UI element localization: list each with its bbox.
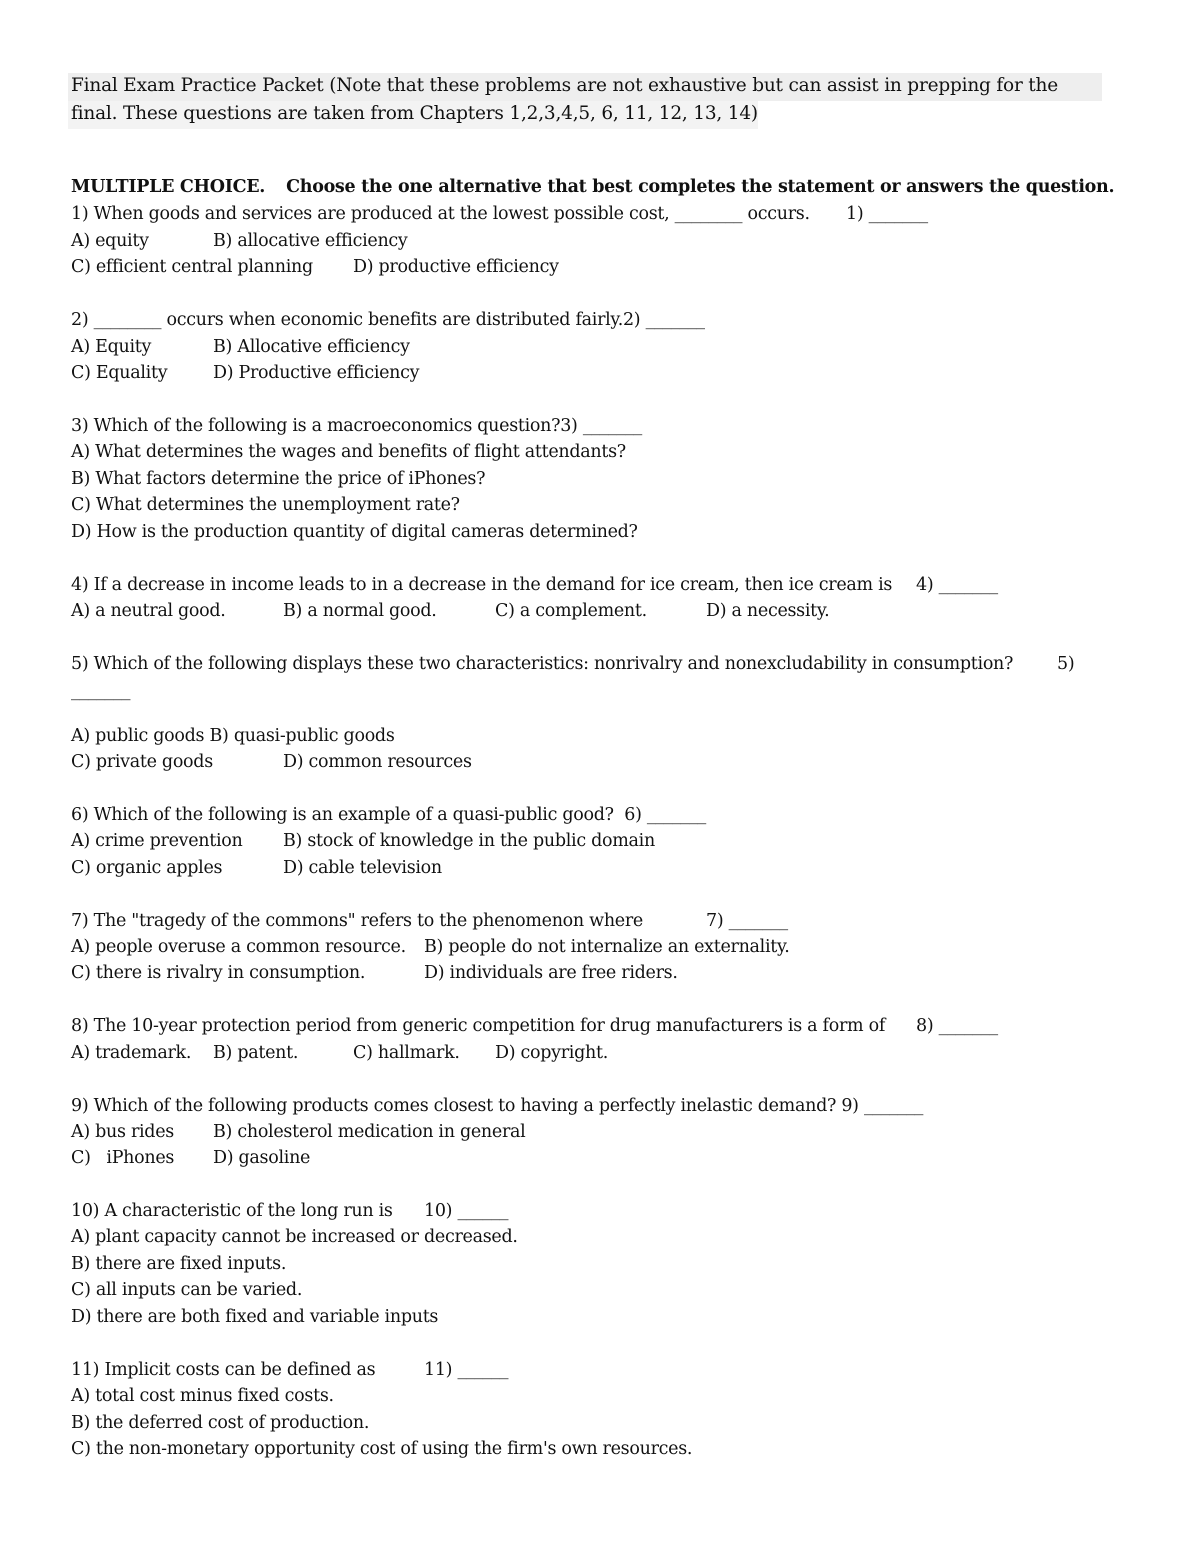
- question-3-option-d: D) How is the production quantity of digital cameras determined?: [71, 522, 638, 542]
- question-8-option-c: C) hallmark.: [353, 1043, 460, 1063]
- question-6-option-b: B) stock of knowledge in the public domain: [283, 831, 655, 851]
- question-4-stem: 4) If a decrease in income leads to in a decrease in the demand for ice cream, then ice cream is: [71, 575, 893, 595]
- question-7-option-b: B) people do not internalize an externality.: [424, 937, 790, 957]
- question-11-option-c: C) the non-monetary opportunity cost of using the firm's own resources.: [71, 1439, 693, 1459]
- question-11-option-b: B) the deferred cost of production.: [71, 1413, 370, 1433]
- question-11-stem: 11) Implicit costs can be defined as: [71, 1360, 376, 1380]
- question-5-option-c: C) private goods: [71, 752, 213, 772]
- intro-line-2: final. These questions are taken from Chapters 1,2,3,4,5, 6, 11, 12, 13, 14): [71, 103, 758, 124]
- question-7-option-c: C) there is rivalry in consumption.: [71, 963, 366, 983]
- question-1-option-a: A) equity: [71, 231, 149, 251]
- question-10-answer-blank: 10) ______: [424, 1201, 509, 1221]
- intro-line-1: Final Exam Practice Packet (Note that these problems are not exhaustive but can assist in prepping for the: [71, 75, 1058, 96]
- question-6-option-a: A) crime prevention: [71, 831, 243, 851]
- question-1-stem: 1) When goods and services are produced at the lowest possible cost, ________ occurs.: [71, 204, 810, 224]
- section-label: MULTIPLE CHOICE.: [71, 177, 266, 197]
- question-1-option-b: B) allocative efficiency: [213, 231, 408, 251]
- section-instruction: Choose the one alternative that best completes the statement or answers the question.: [286, 177, 1115, 197]
- question-3-option-c: C) What determines the unemployment rate?: [71, 495, 460, 515]
- question-8-answer-blank: 8) _______: [916, 1016, 998, 1036]
- question-8-option-a: A) trademark.: [71, 1043, 192, 1063]
- question-6-stem: 6) Which of the following is an example of a quasi-public good? 6) _______: [71, 805, 707, 825]
- question-2-option-b: B) Allocative efficiency: [213, 337, 410, 357]
- question-2-stem: 2) ________ occurs when economic benefits are distributed fairly.2) _______: [71, 310, 705, 330]
- question-2-option-d: D) Productive efficiency: [213, 363, 420, 383]
- question-6-option-d: D) cable television: [283, 858, 442, 878]
- question-10-option-b: B) there are fixed inputs.: [71, 1254, 287, 1274]
- question-9-option-c: C) iPhones: [71, 1148, 175, 1168]
- question-5-option-d: D) common resources: [283, 752, 472, 772]
- question-4-option-d: D) a necessity.: [706, 601, 830, 621]
- question-10-option-c: C) all inputs can be varied.: [71, 1280, 303, 1300]
- question-3-option-b: B) What factors determine the price of iPhones?: [71, 469, 486, 489]
- question-9-option-d: D) gasoline: [213, 1148, 311, 1168]
- question-1-answer-blank: 1) _______: [846, 204, 928, 224]
- question-5-option-ab: A) public goods B) quasi-public goods: [71, 726, 395, 746]
- question-11-option-a: A) total cost minus fixed costs.: [71, 1386, 334, 1406]
- question-3-stem: 3) Which of the following is a macroeconomics question?3) _______: [71, 416, 642, 436]
- question-1-option-d: D) productive efficiency: [353, 257, 559, 277]
- question-8-option-d: D) copyright.: [495, 1043, 608, 1063]
- question-7-option-a: A) people overuse a common resource.: [71, 937, 406, 957]
- question-11-answer-blank: 11) ______: [424, 1360, 509, 1380]
- section-header: [71, 175, 1114, 199]
- question-9-option-b: B) cholesterol medication in general: [213, 1122, 526, 1142]
- question-6-option-c: C) organic apples: [71, 858, 223, 878]
- question-4-option-a: A) a neutral good.: [71, 601, 226, 621]
- question-2-option-c: C) Equality: [71, 363, 168, 383]
- question-3-option-a: A) What determines the wages and benefits of flight attendants?: [71, 442, 626, 462]
- question-10-stem: 10) A characteristic of the long run is: [71, 1201, 393, 1221]
- question-5-answer-blank: 5): [1057, 654, 1075, 674]
- question-5-stem: 5) Which of the following displays these two characteristics: nonrivalry and nonexcludability in consumption?: [71, 654, 1014, 674]
- question-7-stem: 7) The "tragedy of the commons" refers to the phenomenon where: [71, 911, 643, 931]
- question-4-option-c: C) a complement.: [495, 601, 647, 621]
- question-4-answer-blank: 4) _______: [916, 575, 998, 595]
- question-5-answer-line: _______: [71, 681, 131, 701]
- question-8-stem: 8) The 10-year protection period from generic competition for drug manufacturers is a form of: [71, 1016, 885, 1036]
- question-2-option-a: A) Equity: [71, 337, 152, 357]
- question-10-option-a: A) plant capacity cannot be increased or decreased.: [71, 1227, 518, 1247]
- question-7-option-d: D) individuals are free riders.: [424, 963, 678, 983]
- question-1-option-c: C) efficient central planning: [71, 257, 313, 277]
- question-10-option-d: D) there are both fixed and variable inputs: [71, 1307, 439, 1327]
- question-4-option-b: B) a normal good.: [283, 601, 437, 621]
- question-7-answer-blank: 7) _______: [706, 911, 788, 931]
- question-9-option-a: A) bus rides: [71, 1122, 174, 1142]
- question-9-stem: 9) Which of the following products comes closest to having a perfectly inelastic demand? 9) _______: [71, 1096, 924, 1116]
- question-8-option-b: B) patent.: [213, 1043, 299, 1063]
